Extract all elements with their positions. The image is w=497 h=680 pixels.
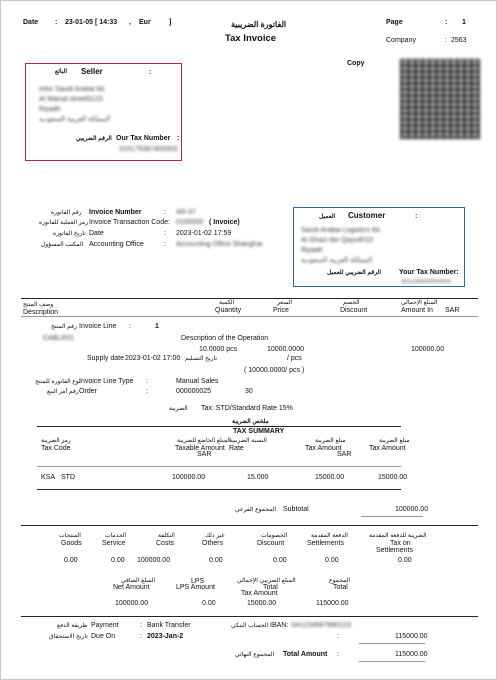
total-costs-value: 100000.00 bbox=[137, 557, 171, 564]
total-tax-settlements-arabic: الضريبة للدفعة المقدمة bbox=[369, 533, 427, 539]
transaction-code-value: 0100000 bbox=[176, 219, 204, 226]
total-discount-label: Discount bbox=[257, 540, 285, 547]
col-amount: Amount In bbox=[401, 307, 433, 314]
th-taxable-currency: SAR bbox=[197, 451, 212, 458]
customer-label-arabic: العميل bbox=[319, 214, 336, 220]
tax-row-tax-amount2: 15000.00 bbox=[378, 474, 408, 481]
subtotal-label: Subtotal bbox=[283, 506, 309, 513]
col-currency: SAR bbox=[445, 307, 460, 314]
transaction-code-label: Invoice Transaction Code: bbox=[89, 219, 170, 226]
price-per-unit: / pcs bbox=[287, 355, 302, 362]
divider bbox=[21, 616, 478, 617]
total-goods-arabic: المنتجات bbox=[59, 533, 81, 539]
total-others-arabic: غير ذلك bbox=[205, 533, 225, 539]
customer-address-line: Al Ghazi Ibn Qays4010 bbox=[301, 237, 373, 244]
seller-label: Seller bbox=[81, 67, 103, 76]
total-goods-label: Goods bbox=[61, 540, 82, 547]
net-amount-value: 100000.00 bbox=[115, 600, 149, 607]
invoice-date-arabic: تاريخ الفاتورة bbox=[53, 231, 86, 237]
line-type-value: Manual Sales bbox=[176, 378, 219, 385]
seller-address-line: Riyadh bbox=[39, 106, 61, 113]
invoice-number-value: AR-37 bbox=[176, 209, 196, 216]
iban-arabic: الحساب البنكي bbox=[231, 623, 269, 629]
total-discount-arabic: الخصومات bbox=[261, 533, 288, 539]
th-tax-amount: Tax Amount bbox=[305, 445, 342, 452]
customer-address-line: Saudi Arabia Logistics ltd. bbox=[301, 227, 382, 234]
copy-label: Copy bbox=[347, 60, 365, 67]
page-sep: : bbox=[445, 19, 448, 26]
total-settlements-label: Settlements bbox=[307, 540, 344, 547]
order-number: 000000025 bbox=[176, 388, 212, 395]
col-discount: Discount bbox=[340, 307, 368, 314]
accounting-office-label: Accounting Office bbox=[89, 241, 144, 248]
total-others-label: Others bbox=[202, 540, 224, 547]
th-rate: Rate bbox=[229, 445, 244, 452]
total-costs-arabic: التكلفة bbox=[158, 533, 175, 539]
page-title: Tax Invoice bbox=[225, 33, 277, 44]
tax-row-rate: 15.000 bbox=[247, 474, 269, 481]
tax-summary-title: TAX SUMMARY bbox=[233, 428, 285, 435]
iban-label: IBAN: bbox=[270, 622, 289, 629]
customer-address-line: المملكة العربية السعودية bbox=[301, 257, 373, 264]
order-arabic: رقم أمر البيع bbox=[47, 389, 79, 395]
seller-address-line: Al Warud street5123 bbox=[39, 96, 103, 103]
line-price: 10000.0000 bbox=[267, 346, 304, 353]
total-service-value: 0.00 bbox=[111, 557, 125, 564]
total-tax-settlements-label2: Settlements bbox=[376, 547, 413, 554]
tax-row-country: KSA bbox=[41, 474, 56, 481]
qr-code bbox=[400, 59, 480, 139]
th-tax-amount2: Tax Amount bbox=[369, 445, 406, 452]
th-taxable: Taxable Amount bbox=[175, 445, 225, 452]
total-tax-value: 15000.00 bbox=[247, 600, 277, 607]
accounting-office-value: Accounting Office Shanghai bbox=[176, 241, 263, 248]
net-amount-arabic: المبلغ الصافي bbox=[121, 578, 156, 584]
price-per-unit-detail: ( 10000.0000/ pcs ) bbox=[244, 367, 305, 374]
seller-sep: : bbox=[149, 69, 152, 76]
total-settlements-arabic: الدفعة المقدمة bbox=[311, 533, 348, 539]
lps-amount-value: 0.00 bbox=[202, 600, 216, 607]
total-tax-settlements-value: 0.00 bbox=[398, 557, 412, 564]
total-discount-value: 0.00 bbox=[273, 557, 287, 564]
accounting-office-arabic: المكتب المسؤول bbox=[41, 242, 84, 248]
total-tax-settlements-label: Tax on bbox=[390, 540, 411, 547]
due-date-sep: : bbox=[140, 633, 142, 640]
invoice-date-sep: : bbox=[164, 230, 166, 237]
company-value: 2563 bbox=[451, 37, 467, 44]
customer-tax-label-arabic: الرقم الضريبي للعميل bbox=[327, 270, 382, 276]
col-price-arabic: السعر bbox=[277, 300, 293, 306]
divider bbox=[359, 643, 425, 644]
customer-sep: : bbox=[415, 213, 418, 220]
line-type-arabic: نوع الفاتورة للمنتج bbox=[35, 379, 81, 385]
order-label: Order bbox=[79, 388, 97, 395]
lps-amount-label: LPS Amount bbox=[176, 584, 215, 591]
grand-total-label: Total bbox=[333, 584, 348, 591]
subtotal-arabic: المجموع الفرعي bbox=[235, 507, 277, 513]
col-description-arabic: وصف المنتج bbox=[23, 302, 54, 308]
tax-description: Tax: STD/Standard Rate 15% bbox=[201, 405, 293, 412]
date-sep: : bbox=[55, 19, 58, 26]
customer-tax-label: Your Tax Number: bbox=[399, 269, 459, 276]
divider bbox=[37, 466, 401, 467]
tax-row-tax-amount: 15000.00 bbox=[315, 474, 345, 481]
th-taxable-arabic: المبلغ الخاضع للضريبة bbox=[177, 438, 231, 444]
line-type-sep: : bbox=[146, 378, 148, 385]
total-costs-label: Costs bbox=[156, 540, 174, 547]
col-discount-arabic: الخصم bbox=[343, 300, 360, 306]
divider bbox=[21, 316, 478, 317]
total-settlements-value: 0.00 bbox=[325, 557, 339, 564]
tax-summary-title-arabic: ملخص الضريبة bbox=[232, 419, 269, 425]
seller-address-line: Infor Saudi Arabia ltd. bbox=[39, 86, 106, 93]
seller-tax-number: 310175387400003 bbox=[119, 146, 178, 153]
invoice-number-arabic: رقم الفاتورة bbox=[51, 210, 82, 216]
invoice-date-value: 2023-01-02 17:59 bbox=[176, 230, 232, 237]
seller-tax-label-arabic: الرقم الضريبي bbox=[76, 136, 112, 142]
grand-total-value: 115000.00 bbox=[316, 600, 349, 607]
total-others-value: 0.00 bbox=[209, 557, 223, 564]
customer-tax-number: 301234500000003 bbox=[401, 279, 452, 285]
total-tax-label: Total bbox=[263, 584, 278, 591]
order-line: 30 bbox=[245, 388, 253, 395]
company-label: Company bbox=[386, 37, 416, 44]
title-arabic: الفاتورة الضريبية bbox=[231, 20, 287, 29]
total-service-arabic: الخدمات bbox=[105, 533, 127, 539]
col-quantity-arabic: الكمية bbox=[219, 300, 235, 306]
due-date-arabic: تاريخ الاستحقاق bbox=[49, 634, 88, 640]
invoice-line-arabic: رقم المنتج bbox=[51, 324, 77, 330]
seller-tax-label: Our Tax Number bbox=[116, 135, 171, 142]
supply-date-label: Supply date bbox=[87, 355, 124, 362]
due-date-label: Due On bbox=[91, 633, 116, 640]
divider bbox=[359, 661, 425, 662]
invoice-number-sep: : bbox=[164, 209, 166, 216]
col-quantity: Quantity bbox=[215, 307, 242, 314]
col-amount-arabic: المبلغ الإجمالي bbox=[401, 300, 438, 306]
total-amount-sep: : bbox=[337, 651, 339, 658]
accounting-office-sep: : bbox=[164, 241, 166, 248]
line-amount: 100000.00 bbox=[411, 346, 445, 353]
customer-address-line: Riyadh bbox=[301, 247, 323, 254]
payment-method-arabic: طريقة الدفع bbox=[57, 623, 88, 629]
due-amount-value: 115000.00 bbox=[395, 633, 428, 640]
order-sep: : bbox=[146, 388, 148, 395]
lps-label-top: LPS bbox=[191, 578, 205, 585]
grand-total-arabic: المجموع bbox=[329, 578, 350, 584]
th-tax-amount-arabic: مبلغ الضريبة bbox=[315, 438, 346, 444]
invoice-line-label: Invoice Line bbox=[79, 323, 117, 330]
tax-row-taxable: 100000.00 bbox=[172, 474, 206, 481]
total-tax-arabic: المبلغ الضريبي الإجمالي bbox=[237, 578, 296, 584]
tax-row-code: STD bbox=[61, 474, 75, 481]
supply-date-value: 2023-01-02 17:00 bbox=[125, 355, 181, 362]
total-goods-value: 0.00 bbox=[64, 557, 78, 564]
date-value: 23-01-05 [ 14:33 bbox=[65, 19, 118, 26]
divider bbox=[21, 298, 478, 299]
company-sep: : bbox=[445, 37, 447, 44]
seller-address-line: المملكة العربية السعودية bbox=[39, 116, 111, 123]
description-of-operation: Description of the Operation bbox=[181, 335, 269, 342]
invoice-line-number: 1 bbox=[155, 323, 159, 330]
tax-arabic: الضريبة bbox=[169, 406, 188, 412]
th-tax-code-arabic: رمز الضريبة bbox=[41, 438, 71, 444]
line-quantity: 10.0000 pcs bbox=[199, 346, 238, 353]
seller-tax-sep: : bbox=[177, 135, 180, 142]
th-tax-amount-currency: SAR bbox=[337, 451, 352, 458]
total-amount-arabic: المجموع النهائي bbox=[235, 652, 275, 658]
supply-date-arabic: تاريخ التسليم bbox=[185, 356, 218, 362]
th-tax-code: Tax Code bbox=[41, 445, 71, 452]
iban-value: SA1234567890123 bbox=[291, 622, 351, 629]
total-tax-label2: Tax Amount bbox=[241, 590, 278, 597]
invoice-line-sep: : bbox=[129, 323, 131, 330]
line-type-label: Invoice Line Type bbox=[79, 378, 134, 385]
payment-method-sep: : bbox=[140, 622, 142, 629]
subtotal-value: 100000.00 bbox=[395, 506, 429, 513]
th-rate-arabic: النسبة الضريبية bbox=[229, 438, 267, 444]
transaction-code-type: ( Invoice) bbox=[209, 219, 240, 226]
payment-method-label: Payment bbox=[91, 622, 119, 629]
item-code: CABLR01 bbox=[43, 335, 75, 342]
total-amount-value: 115000.00 bbox=[395, 651, 428, 658]
total-amount-label: Total Amount bbox=[283, 651, 328, 658]
currency-code: Eur bbox=[139, 19, 151, 26]
divider bbox=[21, 525, 478, 526]
invoice-date-label: Date bbox=[89, 230, 104, 237]
date-bracket: ] bbox=[169, 19, 172, 26]
divider bbox=[37, 489, 401, 490]
due-date-value: 2023-Jan-2 bbox=[147, 633, 184, 640]
date-comma: , bbox=[129, 19, 131, 26]
divider bbox=[361, 516, 423, 517]
page-label: Page bbox=[386, 19, 403, 26]
invoice-number-label: Invoice Number bbox=[89, 209, 142, 216]
net-amount-label: Net Amount bbox=[113, 584, 150, 591]
transaction-code-arabic: رمز العملية للفاتورة bbox=[39, 220, 89, 226]
col-description: Description bbox=[23, 309, 59, 316]
th-tax-amount2-arabic: مبلغ الضريبة bbox=[379, 438, 410, 444]
due-amount-sep: : bbox=[337, 633, 339, 640]
col-price: Price bbox=[273, 307, 289, 314]
total-service-label: Service bbox=[102, 540, 126, 547]
payment-method-value: Bank Transfer bbox=[147, 622, 191, 629]
divider bbox=[37, 426, 401, 427]
page-number: 1 bbox=[462, 19, 466, 26]
seller-label-arabic: البائع bbox=[55, 69, 67, 75]
customer-label: Customer bbox=[348, 211, 386, 220]
date-label: Date bbox=[23, 19, 39, 26]
